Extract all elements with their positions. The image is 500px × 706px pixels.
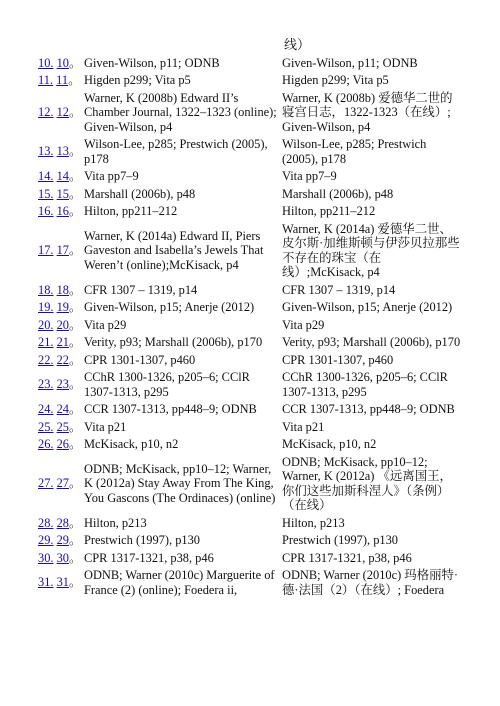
footnote-link[interactable]: 18. <box>38 282 54 297</box>
continued-text: 线） <box>284 38 311 53</box>
footnote-link[interactable]: 29. <box>38 533 54 547</box>
footnote-number-cell <box>38 567 84 599</box>
footnote-chinese: Hilton, p213 <box>282 515 345 530</box>
footnote-english: CFR 1307 – 1319, p14 <box>84 282 198 297</box>
footnotes-body <box>38 54 462 599</box>
footnote-backlink[interactable]: 24 <box>56 402 69 416</box>
separator: 。 <box>69 54 82 70</box>
footnote-backlink[interactable]: 31 <box>56 575 69 590</box>
footnote-chinese: ODNB; McKisack, pp10–12; Warner, K (2012a) 《远离国王，你们这些加斯科涅人》（条例）（在线） <box>282 454 452 512</box>
separator: 。 <box>68 72 81 87</box>
footnote-number-cell <box>38 168 84 186</box>
separator: 。 <box>69 436 82 451</box>
footnote-number-cell <box>38 299 84 317</box>
separator: 。 <box>69 532 82 547</box>
separator: 。 <box>69 104 82 119</box>
footnote-number-cell <box>38 369 84 401</box>
footnote-backlink[interactable]: 14 <box>56 169 69 183</box>
footnote-chinese: Vita p21 <box>282 419 325 434</box>
footnote-english: Warner, K (2014a) Edward II, Piers Gaveston and Isabella’s Jewels That Weren’t (online);McKisack, p4 <box>84 228 264 272</box>
footnote-english: Given-Wilson, p15; Anerje (2012) <box>84 300 255 314</box>
footnote-english: CPR 1301-1307, p460 <box>84 352 196 367</box>
footnotes-table <box>38 54 462 599</box>
footnote-number-cell <box>38 549 84 567</box>
footnote-english: Warner, K (2008b) Edward II’s Chamber Journal, 1322–1323 (online); Given-Wilson, p4 <box>84 90 277 134</box>
footnote-link[interactable]: 23. <box>38 377 54 392</box>
footnote-chinese: Vita pp7–9 <box>282 169 337 183</box>
footnote-backlink[interactable]: 11 <box>56 73 69 87</box>
footnote-row <box>38 436 462 454</box>
footnote-chinese: CCR 1307-1313, pp448–9; ODNB <box>282 402 455 416</box>
footnote-link[interactable]: 30. <box>38 550 54 565</box>
footnote-number-cell <box>38 281 84 299</box>
footnote-backlink[interactable]: 29 <box>56 533 69 547</box>
footnote-link[interactable]: 27. <box>38 476 54 491</box>
footnote-english: Vita p29 <box>84 317 127 332</box>
separator: 。 <box>69 401 82 416</box>
footnote-english: Prestwich (1997), p130 <box>84 533 200 547</box>
footnote-link[interactable]: 25. <box>38 419 54 434</box>
footnote-link[interactable]: 14. <box>38 169 54 183</box>
separator: 。 <box>69 281 82 297</box>
footnote-row <box>38 299 462 317</box>
separator: 。 <box>69 143 82 159</box>
footnote-row <box>38 89 462 136</box>
footnote-backlink[interactable]: 20 <box>56 317 69 332</box>
footnote-english: CChR 1300-1326, p205–6; CClR 1307-1313, p295 <box>84 370 250 399</box>
footnote-backlink[interactable]: 23 <box>56 377 69 392</box>
footnote-row <box>38 220 462 281</box>
footnote-english: Hilton, p213 <box>84 515 147 530</box>
footnote-number-cell <box>38 401 84 419</box>
footnote-chinese: ODNB; Warner (2010c) 玛格丽特·德·法国（2）（在线）; Foedera <box>282 568 458 597</box>
footnote-row <box>38 401 462 419</box>
separator: 。 <box>69 549 82 565</box>
footnote-chinese: Given-Wilson, p15; Anerje (2012) <box>282 300 453 314</box>
footnote-link[interactable]: 22. <box>38 352 54 367</box>
footnote-row <box>38 418 462 436</box>
footnote-english: ODNB; McKisack, pp10–12; Warner, K (2012a) Stay Away From The King, You Gascons (The Ordinaces) (online) <box>84 461 276 505</box>
separator: 。 <box>69 574 82 590</box>
footnote-link[interactable]: 21. <box>38 335 54 349</box>
footnote-row <box>38 72 462 90</box>
footnote-number-cell <box>38 185 84 203</box>
footnote-backlink[interactable]: 22 <box>56 352 69 367</box>
footnote-english: Hilton, pp211–212 <box>84 204 178 218</box>
separator: 。 <box>69 185 82 201</box>
footnote-backlink[interactable]: 15 <box>56 186 69 201</box>
footnote-link[interactable]: 13. <box>38 144 54 159</box>
footnote-english: CCR 1307-1313, pp448–9; ODNB <box>84 402 257 416</box>
footnote-english: Verity, p93; Marshall (2006b), p170 <box>84 335 263 349</box>
separator: 。 <box>69 299 82 314</box>
footnote-row <box>38 168 462 186</box>
footnote-chinese: Vita p29 <box>282 317 325 332</box>
footnote-row <box>38 514 462 532</box>
footnote-link[interactable]: 15. <box>38 186 54 201</box>
footnote-english: Given-Wilson, p11; ODNB <box>84 55 220 70</box>
footnote-number-cell <box>38 514 84 532</box>
footnote-link[interactable]: 10. <box>38 55 54 70</box>
footnote-backlink[interactable]: 16 <box>56 204 69 218</box>
footnote-number-cell <box>38 418 84 436</box>
footnote-row <box>38 281 462 299</box>
footnote-number-cell <box>38 72 84 90</box>
footnote-backlink[interactable]: 19 <box>56 300 69 314</box>
footnote-row <box>38 203 462 221</box>
footnote-number-cell <box>38 316 84 334</box>
footnote-number-cell <box>38 334 84 352</box>
separator: 。 <box>69 475 82 491</box>
footnote-chinese: Marshall (2006b), p48 <box>282 186 394 201</box>
footnote-backlink[interactable]: 28 <box>56 515 69 530</box>
footnote-row <box>38 316 462 334</box>
footnote-backlink[interactable]: 18 <box>56 282 69 297</box>
footnote-english: ODNB; Warner (2010c) Marguerite of France (2) (online); Foedera ii, <box>84 568 275 597</box>
footnote-number-cell <box>38 220 84 281</box>
footnote-backlink[interactable]: 17 <box>56 243 69 258</box>
footnote-row <box>38 532 462 550</box>
footnote-backlink[interactable]: 21 <box>56 335 69 349</box>
footnote-english: Higden p299; Vita p5 <box>84 73 191 87</box>
separator: 。 <box>69 351 82 367</box>
footnote-link[interactable]: 16. <box>38 204 54 218</box>
footnote-row <box>38 567 462 599</box>
footnote-link[interactable]: 17. <box>38 243 54 258</box>
footnote-chinese: Given-Wilson, p11; ODNB <box>282 55 418 70</box>
footnote-row <box>38 369 462 401</box>
footnote-backlink[interactable]: 25 <box>56 419 69 434</box>
footnote-chinese: Higden p299; Vita p5 <box>282 73 389 87</box>
footnote-number-cell <box>38 136 84 168</box>
footnote-row <box>38 351 462 369</box>
footnote-backlink[interactable]: 27 <box>56 476 69 491</box>
footnote-number-cell <box>38 203 84 221</box>
separator: 。 <box>69 203 82 218</box>
footnote-link[interactable]: 24. <box>38 402 54 416</box>
footnote-chinese: CPR 1301-1307, p460 <box>282 352 394 367</box>
footnote-chinese: Verity, p93; Marshall (2006b), p170 <box>282 335 461 349</box>
footnote-number-cell <box>38 89 84 136</box>
footnote-backlink[interactable]: 12 <box>56 105 69 119</box>
separator: 。 <box>69 376 82 392</box>
footnote-chinese: Prestwich (1997), p130 <box>282 533 398 547</box>
footnote-backlink[interactable]: 10 <box>56 55 69 70</box>
separator: 。 <box>69 334 82 349</box>
footnote-english: CPR 1317-1321, p38, p46 <box>84 550 214 565</box>
separator: 。 <box>69 242 82 258</box>
footnote-row <box>38 549 462 567</box>
footnote-chinese: CChR 1300-1326, p205–6; CClR 1307-1313, p295 <box>282 370 448 399</box>
footnote-row <box>38 185 462 203</box>
footnote-chinese: CPR 1317-1321, p38, p46 <box>282 550 412 565</box>
footnote-english: Marshall (2006b), p48 <box>84 186 196 201</box>
footnote-link[interactable]: 20. <box>38 317 54 332</box>
footnote-chinese: Wilson-Lee, p285; Prestwich (2005), p178 <box>282 137 427 166</box>
footnote-backlink[interactable]: 26 <box>56 437 69 451</box>
footnote-english: McKisack, p10, n2 <box>84 437 179 451</box>
footnote-backlink[interactable]: 13 <box>56 144 69 159</box>
footnote-row <box>38 136 462 168</box>
footnote-number-cell <box>38 532 84 550</box>
footnote-link[interactable]: 26. <box>38 437 54 451</box>
separator: 。 <box>69 316 82 332</box>
footnote-row <box>38 453 462 514</box>
footnote-number-cell <box>38 54 84 72</box>
footnote-chinese: CFR 1307 – 1319, p14 <box>282 282 396 297</box>
footnote-chinese: Hilton, pp211–212 <box>282 204 376 218</box>
footnote-number-cell <box>38 453 84 514</box>
footnote-chinese: Warner, K (2014a) 爱德华二世、皮尔斯·加维斯顿与伊莎贝拉那些不存在的珠宝（在线）;McKisack, p4 <box>282 221 460 279</box>
footnote-backlink[interactable]: 30 <box>56 550 69 565</box>
footnote-chinese: Warner, K (2008b) 爱德华二世的寝宫日志，1322-1323（在线）; Given-Wilson, p4 <box>282 90 453 134</box>
footnote-number-cell <box>38 436 84 454</box>
footnote-english: Wilson-Lee, p285; Prestwich (2005), p178 <box>84 137 268 166</box>
footnote-number-cell <box>38 351 84 369</box>
footnote-row <box>38 54 462 72</box>
footnote-english: Vita pp7–9 <box>84 169 139 183</box>
footnote-link[interactable]: 19. <box>38 300 54 314</box>
footnote-link[interactable]: 12. <box>38 105 54 119</box>
footnote-row <box>38 334 462 352</box>
separator: 。 <box>69 168 82 183</box>
footnote-link[interactable]: 11. <box>38 73 54 87</box>
separator: 。 <box>69 418 82 434</box>
footnote-link[interactable]: 31. <box>38 575 54 590</box>
footnote-english: Vita p21 <box>84 419 127 434</box>
separator: 。 <box>69 514 82 530</box>
footnote-chinese: McKisack, p10, n2 <box>282 437 377 451</box>
footnote-link[interactable]: 28. <box>38 515 54 530</box>
